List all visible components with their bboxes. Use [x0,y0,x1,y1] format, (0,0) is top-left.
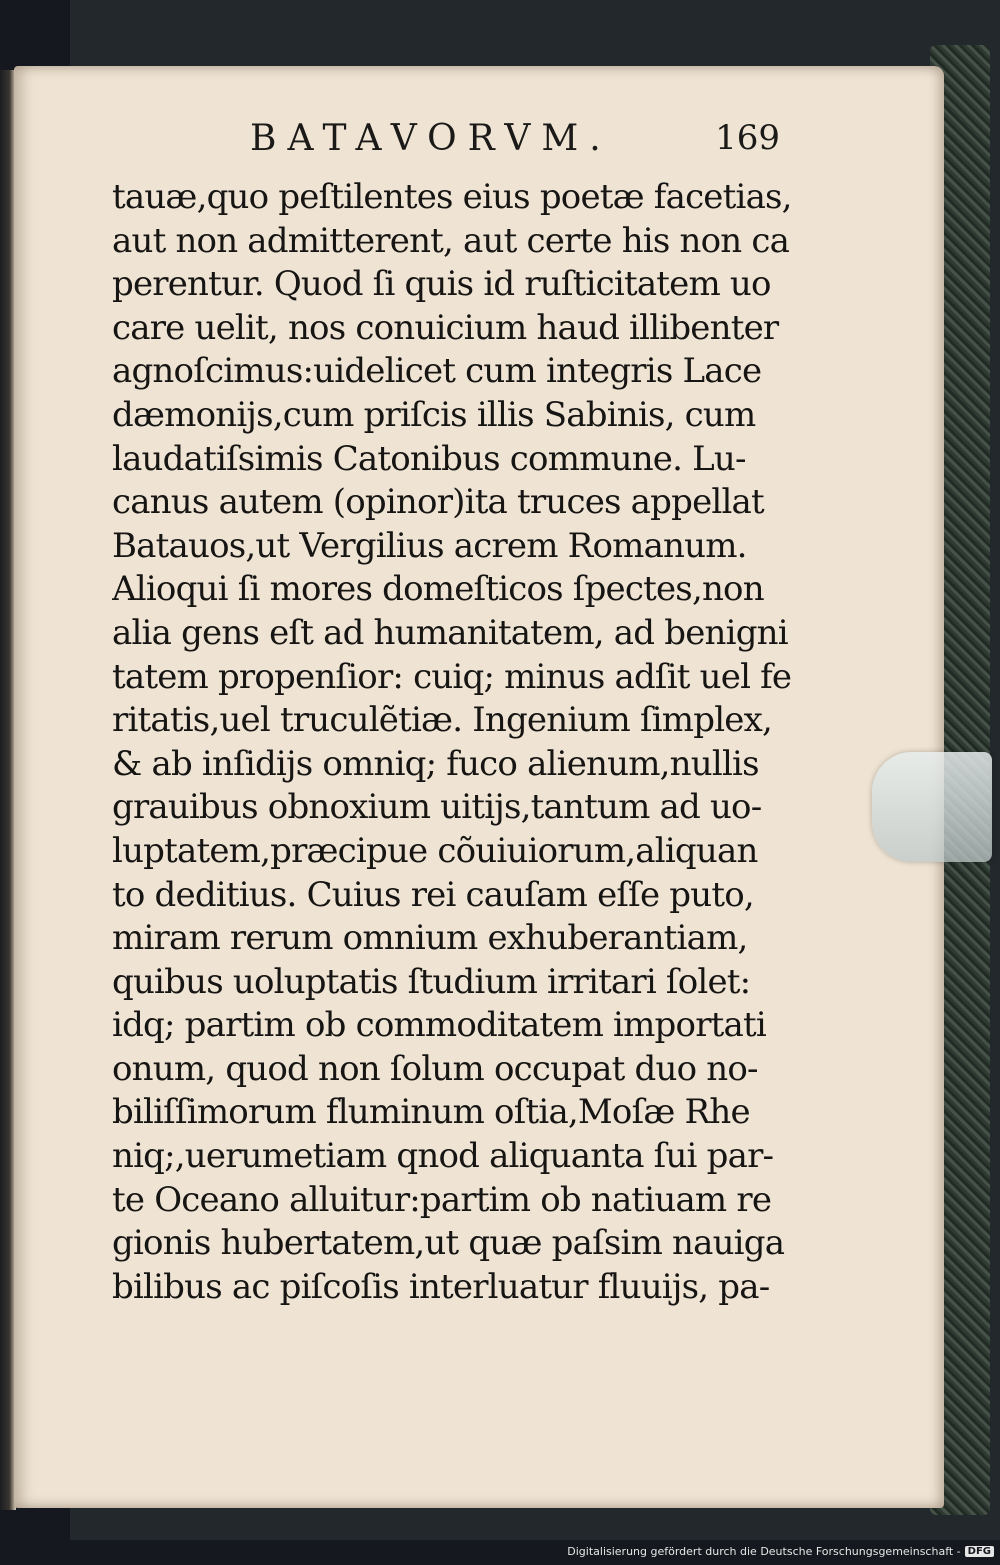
text-line: agnoſcimus:uidelicet cum integris Lace [112,351,762,392]
footer-text: Digitalisierung gefördert durch die Deutsche Forschungsgemeinschaft - [567,1545,961,1558]
text-line: grauibus obnoxium uitijs,tantum ad uo- [112,787,762,828]
text-line: tatem propenſior: cuiq; minus adſit uel fe [112,656,792,697]
text-line: tauæ,quo peſtilentes eius poetæ facetias, [112,177,792,217]
text-line: quibus uoluptatis ſtudium irritari ſolet: [112,961,751,1002]
text-line: Batauos,ut Vergilius acrem Romanum. [112,525,747,566]
text-line: perentur. Quod ſi quis id ruſticitatem uo [112,264,771,305]
text-line: gionis hubertatem,ut quæ paſsim nauiga [112,1223,785,1264]
text-line: to deditius. Cuius rei cauſam eſſe puto, [112,874,754,915]
page-clip [872,752,992,862]
page-header [250,118,790,162]
text-line: niq;,uerumetiam qnod aliquanta ſui par- [112,1136,774,1177]
text-line: bilibus ac piſcoſis interluatur fluuijs, pa- [112,1266,770,1307]
text-line: miram rerum omnium exhuberantiam, [112,918,748,959]
text-line: care uelit, nos conuicium haud illibenter [112,307,779,348]
text-line: canus autem (opinor)ita truces appellat [112,482,764,523]
text-line: ritatis,uel truculẽtiæ. Ingenium ſimplex, [112,700,772,741]
text-line: laudatiſsimis Catonibus commune. Lu- [112,438,746,479]
text-line: aut non admitterent, aut certe his non ca [112,220,790,261]
digitization-footer [567,1545,994,1558]
text-line: onum, quod non ſolum occupat duo no- [112,1048,758,1089]
text-line: alia gens eſt ad humanitatem, ad benigni [112,612,788,653]
text-line: & ab inſidijs omniq; fuco alienum,nullis [112,743,759,784]
text-line: Alioqui ſi mores domeſticos ſpectes,non [112,569,764,610]
text-line: biliſſimorum fluminum oſtia,Moſæ Rhe [112,1092,750,1133]
running-head: BATAVORVM. [250,118,612,159]
text-line: idq; partim ob commoditatem importati [112,1005,766,1046]
main-text [112,176,792,1309]
page-number: 169 [715,118,780,158]
dfg-logo-icon: DFG [965,1546,994,1557]
text-line: dæmonijs,cum priſcis illis Sabinis, cum [112,394,756,435]
text-line: te Oceano alluitur:partim ob natiuam re [112,1179,772,1220]
text-line: luptatem,præcipue cõuiuiorum,aliquan [112,830,758,871]
